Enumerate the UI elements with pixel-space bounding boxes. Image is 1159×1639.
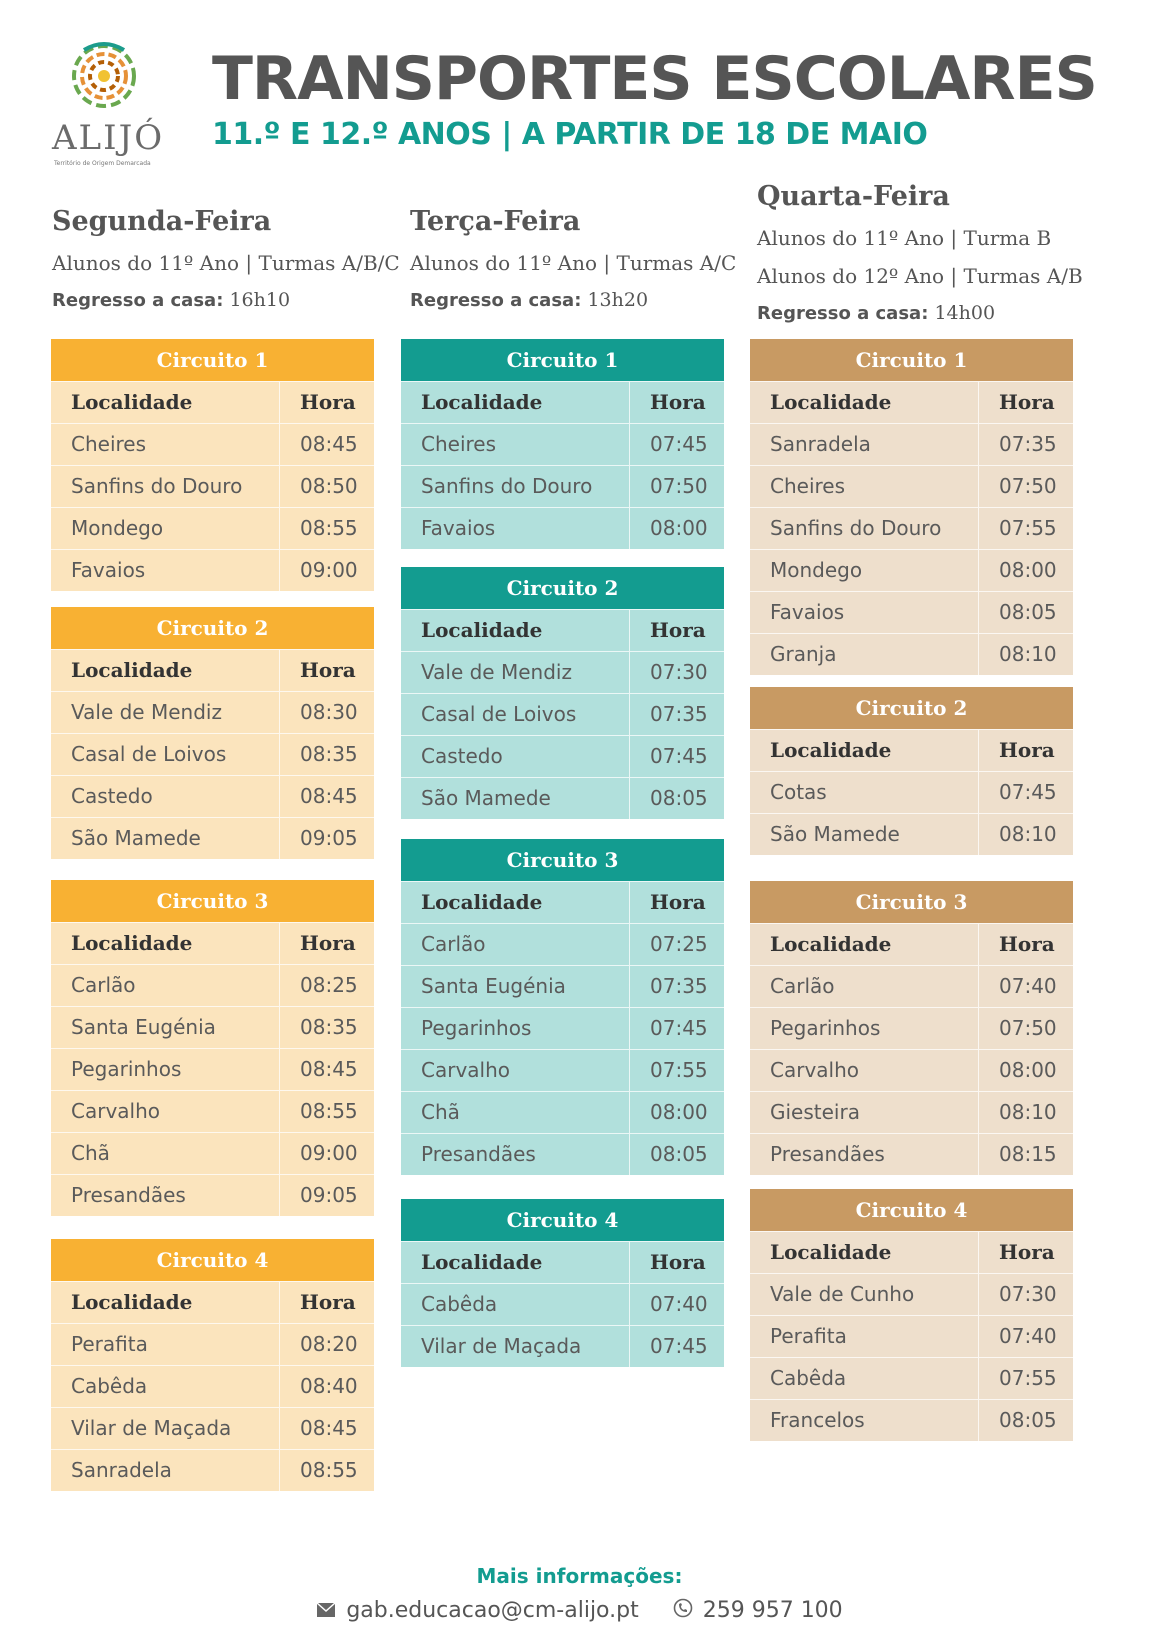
- locality-cell: Favaios: [51, 550, 280, 591]
- locality-cell: Cheires: [401, 424, 630, 465]
- column-header-localidade: Localidade: [51, 1282, 280, 1323]
- time-cell: 07:25: [650, 932, 708, 956]
- locality-cell: Cheires: [51, 424, 280, 465]
- column-header-hora: Hora: [650, 618, 706, 642]
- table-row: [401, 735, 724, 777]
- table-row: [750, 549, 1073, 591]
- time-cell: 08:10: [999, 1100, 1057, 1124]
- locality-cell: Favaios: [750, 592, 979, 633]
- circuit-table: [401, 567, 724, 819]
- locality-cell: Sanradela: [51, 1450, 280, 1491]
- time-cell: 07:45: [650, 744, 708, 768]
- column-header-hora: Hora: [300, 1290, 356, 1314]
- table-row: [51, 1365, 374, 1407]
- return-info: Regresso a casa: 13h20: [410, 289, 649, 311]
- time-cell: 07:40: [999, 974, 1057, 998]
- time-cell: 09:00: [300, 558, 358, 582]
- table-header-row: [51, 649, 374, 691]
- time-cell: 08:05: [999, 600, 1057, 624]
- time-cell: 08:05: [999, 1408, 1057, 1432]
- circuit-table: [51, 607, 374, 859]
- day-info-wednesday: [757, 181, 1087, 324]
- time-cell: 07:45: [650, 1016, 708, 1040]
- time-cell: 07:50: [650, 474, 708, 498]
- contact-email[interactable]: gab.educacao@cm-alijo.pt: [346, 1598, 639, 1623]
- table-row: [51, 691, 374, 733]
- time-cell: 07:35: [650, 974, 708, 998]
- time-cell: 07:55: [650, 1058, 708, 1082]
- locality-cell: Sanfins do Douro: [750, 508, 979, 549]
- locality-cell: São Mamede: [51, 818, 280, 859]
- table-row: [401, 1091, 724, 1133]
- time-cell: 08:30: [300, 700, 358, 724]
- day-info-tuesday: [410, 206, 740, 311]
- time-cell: 07:30: [999, 1282, 1057, 1306]
- time-cell: 08:40: [300, 1374, 358, 1398]
- table-row: [401, 777, 724, 819]
- locality-cell: Chã: [51, 1133, 280, 1174]
- table-row: [51, 507, 374, 549]
- time-cell: 08:00: [650, 1100, 708, 1124]
- locality-cell: Favaios: [401, 508, 630, 549]
- time-cell: 08:50: [300, 474, 358, 498]
- table-row: [750, 1273, 1073, 1315]
- table-row: [51, 1174, 374, 1216]
- table-row: [750, 1399, 1073, 1441]
- column-header-localidade: Localidade: [750, 1232, 979, 1273]
- column-header-localidade: Localidade: [51, 382, 280, 423]
- table-row: [750, 1091, 1073, 1133]
- column-header-hora: Hora: [999, 738, 1055, 762]
- time-cell: 07:35: [650, 702, 708, 726]
- locality-cell: Perafita: [51, 1324, 280, 1365]
- students-line: Alunos do 11º Ano | Turma B: [757, 226, 1052, 250]
- locality-cell: Presandães: [401, 1134, 630, 1175]
- circuit-title: Circuito 3: [750, 881, 1073, 923]
- column-header-localidade: Localidade: [51, 923, 280, 964]
- table-row: [51, 1323, 374, 1365]
- table-row: [750, 965, 1073, 1007]
- time-cell: 08:15: [999, 1142, 1057, 1166]
- time-cell: 08:45: [300, 1416, 358, 1440]
- table-row: [750, 1357, 1073, 1399]
- table-row: [51, 964, 374, 1006]
- locality-cell: Vale de Mendiz: [401, 652, 630, 693]
- time-cell: 09:05: [300, 826, 358, 850]
- table-row: [51, 1449, 374, 1491]
- time-cell: 08:35: [300, 742, 358, 766]
- students-line: Alunos do 11º Ano | Turmas A/B/C: [52, 251, 400, 275]
- students-line: Alunos do 12º Ano | Turmas A/B: [757, 264, 1083, 288]
- time-cell: 07:40: [999, 1324, 1057, 1348]
- time-cell: 08:10: [999, 822, 1057, 846]
- column-header-localidade: Localidade: [401, 1242, 630, 1283]
- time-cell: 08:00: [650, 516, 708, 540]
- footer-title: Mais informações:: [476, 1564, 683, 1588]
- table-row: [750, 813, 1073, 855]
- column-header-localidade: Localidade: [401, 610, 630, 651]
- locality-cell: Carvalho: [401, 1050, 630, 1091]
- locality-cell: Carlão: [401, 924, 630, 965]
- locality-cell: Chã: [401, 1092, 630, 1133]
- locality-cell: Carlão: [750, 966, 979, 1007]
- column-header-hora: Hora: [300, 931, 356, 955]
- time-cell: 07:40: [650, 1292, 708, 1316]
- logo-word: ALIJÓ: [52, 118, 165, 158]
- time-cell: 07:50: [999, 474, 1057, 498]
- time-cell: 08:00: [999, 1058, 1057, 1082]
- day-title: Segunda-Feira: [52, 206, 272, 237]
- locality-cell: Sanfins do Douro: [51, 466, 280, 507]
- table-row: [401, 507, 724, 549]
- time-cell: 08:45: [300, 784, 358, 808]
- table-header-row: [750, 381, 1073, 423]
- table-header-row: [401, 881, 724, 923]
- page-subtitle: 11.º E 12.º ANOS | A PARTIR DE 18 DE MAIO: [212, 117, 928, 152]
- table-row: [51, 817, 374, 859]
- circuit-title: Circuito 1: [750, 339, 1073, 381]
- table-row: [750, 1133, 1073, 1175]
- circuit-table: [51, 880, 374, 1216]
- table-row: [401, 965, 724, 1007]
- time-cell: 08:05: [650, 1142, 708, 1166]
- circuit-title: Circuito 2: [750, 687, 1073, 729]
- time-cell: 09:05: [300, 1183, 358, 1207]
- time-cell: 08:25: [300, 973, 358, 997]
- locality-cell: Cabêda: [51, 1366, 280, 1407]
- column-header-localidade: Localidade: [401, 882, 630, 923]
- table-row: [51, 423, 374, 465]
- column-header-hora: Hora: [650, 390, 706, 414]
- locality-cell: Sanfins do Douro: [401, 466, 630, 507]
- footer-contacts: [0, 1598, 1159, 1624]
- locality-cell: Carlão: [51, 965, 280, 1006]
- logo-swirl-icon: [64, 36, 144, 116]
- table-row: [750, 1315, 1073, 1357]
- table-header-row: [750, 923, 1073, 965]
- table-row: [750, 507, 1073, 549]
- time-cell: 08:55: [300, 1099, 358, 1123]
- locality-cell: Cabêda: [401, 1284, 630, 1325]
- contact-phone[interactable]: 259 957 100: [702, 1598, 843, 1623]
- table-row: [750, 771, 1073, 813]
- time-cell: 07:35: [999, 432, 1057, 456]
- circuit-table: [750, 687, 1073, 855]
- table-row: [51, 1006, 374, 1048]
- locality-cell: Perafita: [750, 1316, 979, 1357]
- circuit-title: Circuito 1: [401, 339, 724, 381]
- locality-cell: São Mamede: [750, 814, 979, 855]
- column-header-hora: Hora: [999, 1240, 1055, 1264]
- column-header-hora: Hora: [300, 390, 356, 414]
- locality-cell: Giesteira: [750, 1092, 979, 1133]
- locality-cell: Pegarinhos: [51, 1049, 280, 1090]
- table-header-row: [51, 1281, 374, 1323]
- return-info: Regresso a casa: 16h10: [52, 289, 291, 311]
- locality-cell: Mondego: [750, 550, 979, 591]
- column-header-hora: Hora: [650, 1250, 706, 1274]
- column-header-localidade: Localidade: [750, 924, 979, 965]
- column-header-localidade: Localidade: [750, 382, 979, 423]
- circuit-table: [750, 1189, 1073, 1441]
- time-cell: 08:05: [650, 786, 708, 810]
- locality-cell: Santa Eugénia: [401, 966, 630, 1007]
- locality-cell: Vilar de Maçada: [401, 1326, 630, 1367]
- table-row: [51, 465, 374, 507]
- locality-cell: Francelos: [750, 1400, 979, 1441]
- table-header-row: [51, 381, 374, 423]
- circuit-title: Circuito 4: [750, 1189, 1073, 1231]
- time-cell: 08:55: [300, 516, 358, 540]
- return-info: Regresso a casa: 14h00: [757, 302, 996, 324]
- table-row: [51, 549, 374, 591]
- locality-cell: Pegarinhos: [401, 1008, 630, 1049]
- table-row: [750, 423, 1073, 465]
- locality-cell: Casal de Loivos: [51, 734, 280, 775]
- time-cell: 07:55: [999, 516, 1057, 540]
- day-title: Terça-Feira: [410, 206, 581, 237]
- time-cell: 07:50: [999, 1016, 1057, 1040]
- envelope-icon: [316, 1599, 336, 1624]
- table-header-row: [750, 1231, 1073, 1273]
- circuit-table: [401, 839, 724, 1175]
- table-row: [401, 651, 724, 693]
- phone-icon: [673, 1598, 693, 1624]
- time-cell: 09:00: [300, 1141, 358, 1165]
- table-row: [750, 465, 1073, 507]
- circuit-title: Circuito 2: [51, 607, 374, 649]
- circuit-table: [401, 339, 724, 549]
- time-cell: 07:30: [650, 660, 708, 684]
- table-row: [401, 923, 724, 965]
- column-header-hora: Hora: [300, 658, 356, 682]
- table-row: [401, 423, 724, 465]
- locality-cell: Castedo: [401, 736, 630, 777]
- time-cell: 08:55: [300, 1458, 358, 1482]
- locality-cell: Cotas: [750, 772, 979, 813]
- table-row: [750, 1007, 1073, 1049]
- table-header-row: [750, 729, 1073, 771]
- locality-cell: Carvalho: [51, 1091, 280, 1132]
- logo-subtitle: Território de Origem Demarcada: [54, 160, 151, 167]
- time-cell: 07:45: [999, 780, 1057, 804]
- circuit-table: [51, 1239, 374, 1491]
- table-header-row: [51, 922, 374, 964]
- table-header-row: [401, 1241, 724, 1283]
- circuit-title: Circuito 4: [401, 1199, 724, 1241]
- locality-cell: Cabêda: [750, 1358, 979, 1399]
- logo: [52, 36, 165, 170]
- locality-cell: Sanradela: [750, 424, 979, 465]
- locality-cell: Vale de Mendiz: [51, 692, 280, 733]
- table-row: [401, 1007, 724, 1049]
- time-cell: 08:35: [300, 1015, 358, 1039]
- time-cell: 08:00: [999, 558, 1057, 582]
- table-row: [51, 1090, 374, 1132]
- table-row: [750, 1049, 1073, 1091]
- circuit-title: Circuito 3: [401, 839, 724, 881]
- day-info-monday: [52, 206, 400, 311]
- table-row: [750, 591, 1073, 633]
- table-row: [750, 633, 1073, 675]
- locality-cell: Vilar de Maçada: [51, 1408, 280, 1449]
- locality-cell: Granja: [750, 634, 979, 675]
- table-row: [401, 465, 724, 507]
- time-cell: 08:10: [999, 642, 1057, 666]
- circuit-title: Circuito 2: [401, 567, 724, 609]
- circuit-table: [750, 881, 1073, 1175]
- time-cell: 07:55: [999, 1366, 1057, 1390]
- students-line: Alunos do 11º Ano | Turmas A/C: [410, 251, 737, 275]
- time-cell: 08:45: [300, 432, 358, 456]
- table-row: [51, 775, 374, 817]
- table-row: [51, 1048, 374, 1090]
- day-title: Quarta-Feira: [757, 181, 950, 212]
- column-header-hora: Hora: [650, 890, 706, 914]
- table-row: [401, 1325, 724, 1367]
- circuit-title: Circuito 4: [51, 1239, 374, 1281]
- circuit-title: Circuito 3: [51, 880, 374, 922]
- locality-cell: Presandães: [750, 1134, 979, 1175]
- table-row: [401, 1283, 724, 1325]
- column-header-hora: Hora: [999, 390, 1055, 414]
- circuit-table: [401, 1199, 724, 1367]
- column-header-hora: Hora: [999, 932, 1055, 956]
- locality-cell: São Mamede: [401, 778, 630, 819]
- locality-cell: Casal de Loivos: [401, 694, 630, 735]
- time-cell: 07:45: [650, 432, 708, 456]
- circuit-table: [51, 339, 374, 591]
- column-header-localidade: Localidade: [750, 730, 979, 771]
- table-row: [51, 733, 374, 775]
- circuit-table: [750, 339, 1073, 675]
- locality-cell: Cheires: [750, 466, 979, 507]
- table-header-row: [401, 381, 724, 423]
- column-header-localidade: Localidade: [51, 650, 280, 691]
- table-header-row: [401, 609, 724, 651]
- table-row: [51, 1407, 374, 1449]
- table-row: [51, 1132, 374, 1174]
- locality-cell: Vale de Cunho: [750, 1274, 979, 1315]
- table-row: [401, 1049, 724, 1091]
- time-cell: 08:45: [300, 1057, 358, 1081]
- page-title: TRANSPORTES ESCOLARES: [212, 44, 1097, 114]
- table-row: [401, 1133, 724, 1175]
- time-cell: 07:45: [650, 1334, 708, 1358]
- table-row: [401, 693, 724, 735]
- locality-cell: Mondego: [51, 508, 280, 549]
- locality-cell: Santa Eugénia: [51, 1007, 280, 1048]
- time-cell: 08:20: [300, 1332, 358, 1356]
- locality-cell: Pegarinhos: [750, 1008, 979, 1049]
- circuit-title: Circuito 1: [51, 339, 374, 381]
- locality-cell: Carvalho: [750, 1050, 979, 1091]
- locality-cell: Castedo: [51, 776, 280, 817]
- column-header-localidade: Localidade: [401, 382, 630, 423]
- locality-cell: Presandães: [51, 1175, 280, 1216]
